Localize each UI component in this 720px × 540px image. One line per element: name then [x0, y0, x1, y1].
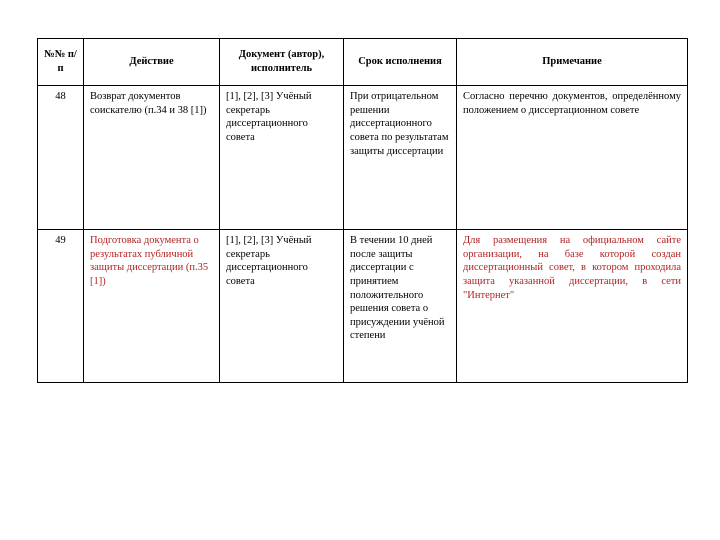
- header-document: Документ (автор), исполнитель: [220, 39, 344, 86]
- deadline-cell: При отрицательном решении диссертационного совета по результатам защиты диссертации: [344, 86, 457, 230]
- action-cell: Возврат документов соискателю (п.34 и 38 [1]): [84, 86, 220, 230]
- note-cell: Для размещения на официальном сайте организации, на базе которой создан диссертационный совет, в котором проходила защита указанной диссертации, в сети "Интернет": [457, 230, 688, 383]
- note-cell: Согласно перечню документов, определённому положением о диссертационном совете: [457, 86, 688, 230]
- deadline-cell: В течении 10 дней после защиты диссертации с принятием положительного решения совета о присуждении учёной степени: [344, 230, 457, 383]
- document-cell: [1], [2], [3] Учёный секретарь диссертационного совета: [220, 230, 344, 383]
- header-note: Примечание: [457, 39, 688, 86]
- document-cell: [1], [2], [3] Учёный секретарь диссертационного совета: [220, 86, 344, 230]
- row-number: 49: [38, 230, 84, 383]
- row-number: 48: [38, 86, 84, 230]
- action-cell: Подготовка документа о результатах публичной защиты диссертации (п.35 [1]): [84, 230, 220, 383]
- header-num: №№ п/п: [38, 39, 84, 86]
- table-row: [38, 230, 688, 383]
- procedure-table: [37, 38, 688, 383]
- header-row: [38, 39, 688, 86]
- header-deadline: Срок исполнения: [344, 39, 457, 86]
- header-action: Действие: [84, 39, 220, 86]
- table-row: [38, 86, 688, 230]
